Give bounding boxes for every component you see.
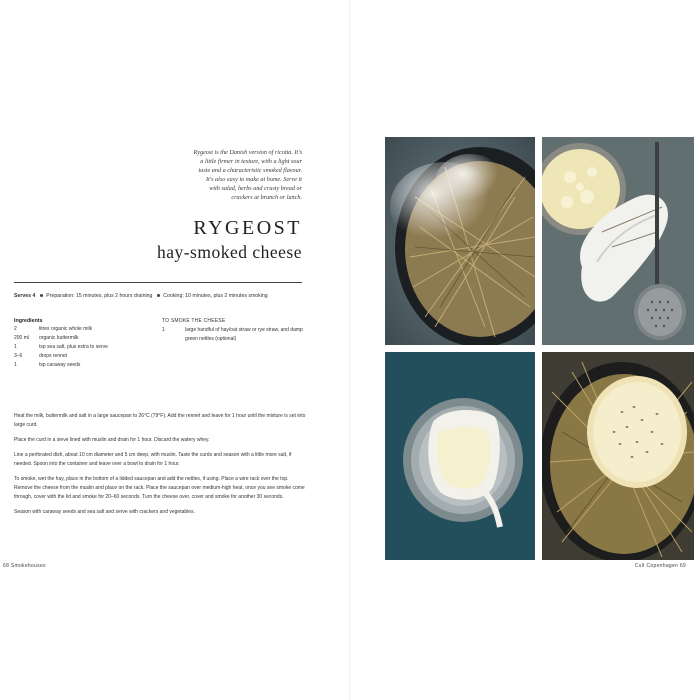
bullet-icon: [157, 294, 160, 297]
intro-line: taste and a characteristic smoked flavour.: [198, 167, 302, 174]
ingredient-item: [162, 326, 312, 344]
intro-line: crackers at brunch or lunch.: [231, 194, 302, 201]
ingredient-text: organic buttermilk: [39, 335, 79, 341]
recipe-subtitle: hay-smoked cheese: [156, 242, 302, 262]
ingredient-quantity: 200 ml: [14, 335, 30, 341]
ingredients-list: [14, 326, 154, 371]
right-page: [350, 0, 700, 700]
recipe-meta: [14, 293, 314, 299]
ingredient-item: [14, 353, 154, 362]
ingredient-quantity: 2: [14, 326, 17, 332]
preparation-time: Preparation: 15 minutes, plus 2 hours draining: [46, 293, 153, 299]
page-footer-left: 68 Smokehouses: [3, 563, 46, 569]
serves-label: Serves 4: [14, 293, 36, 299]
ingredient-text: drops rennet: [39, 353, 68, 359]
photo-hay-smoke: [385, 137, 535, 345]
method-text: [14, 412, 306, 523]
method-step: Season with caraway seeds and sea salt and serve with crackers and vegetables.: [14, 508, 195, 515]
ingredient-quantity: 1: [14, 344, 17, 350]
smoke-ingredients-heading: TO SMOKE THE CHEESE: [162, 318, 226, 324]
ingredient-text: litres organic whole milk: [39, 326, 93, 332]
intro-line: Rygeost is the Danish version of ricotta. It's: [193, 149, 302, 156]
ingredient-quantity: 1: [162, 327, 165, 333]
method-step: Line a perforated dish, about 10 cm diameter and 5 cm deep, with muslin. Taste the curds and season with a little more salt, if needed. Spoon into the container and leave over a bowl to drain for 1 hour.: [14, 452, 292, 467]
cooking-time: Cooking: 10 minutes, plus 2 minutes smoking: [163, 293, 268, 299]
ingredient-item: [14, 344, 154, 353]
smoke-ingredients-list: [162, 326, 312, 344]
intro-line: a little firmer in texture, with a light sour: [200, 158, 302, 165]
recipe-title: RYGEOST: [193, 217, 302, 239]
ingredient-item: [14, 326, 154, 335]
photo-cheese-plate: [385, 352, 535, 560]
method-step: Place the curd in a sieve lined with muslin and drain for 1 hour. Discard the watery whey.: [14, 436, 210, 443]
intro-line: It's also easy to make at home. Serve it: [205, 176, 302, 183]
bullet-icon: [40, 294, 43, 297]
ingredient-item: [14, 335, 154, 344]
photo-smoked-cheese: [542, 352, 694, 560]
ingredient-quantity: 3–6: [14, 353, 23, 359]
recipe-intro: [150, 148, 302, 202]
ingredient-quantity: 1: [14, 362, 17, 368]
method-step: To smoke, wet the hay, place in the bottom of a lidded saucepan and add the nettles, if using. Place a wire rack over the top. Remove the cheese from the muslin and place on the rack. Place the saucepan over medium-high heat, once you see smoke come through, cover with the lid and smoke for 20–60 seconds. Turn the cheese over, cover and smoke for another 30 seconds.: [14, 476, 305, 500]
title-divider: [14, 282, 302, 283]
ingredient-text: tsp sea salt, plus extra to serve: [39, 344, 108, 350]
intro-line: with salad, herbs and crusty bread or: [209, 185, 302, 192]
page-footer-right: Cult Copenhagen 69: [634, 563, 686, 569]
ingredient-item: [14, 362, 154, 371]
ingredient-text: tsp caraway seeds: [39, 362, 81, 368]
ingredients-heading: Ingredients: [14, 318, 43, 324]
ingredient-text: large handful of hay/oat straw or rye straw, and damp green nettles (optional): [185, 327, 303, 342]
method-step: Heat the milk, buttermilk and salt in a large saucepan to 26°C (79°F). Add the rennet and leave for 1 hour until the mixture is set into large curd.: [14, 413, 306, 428]
photo-curd-sieve: [542, 137, 694, 345]
